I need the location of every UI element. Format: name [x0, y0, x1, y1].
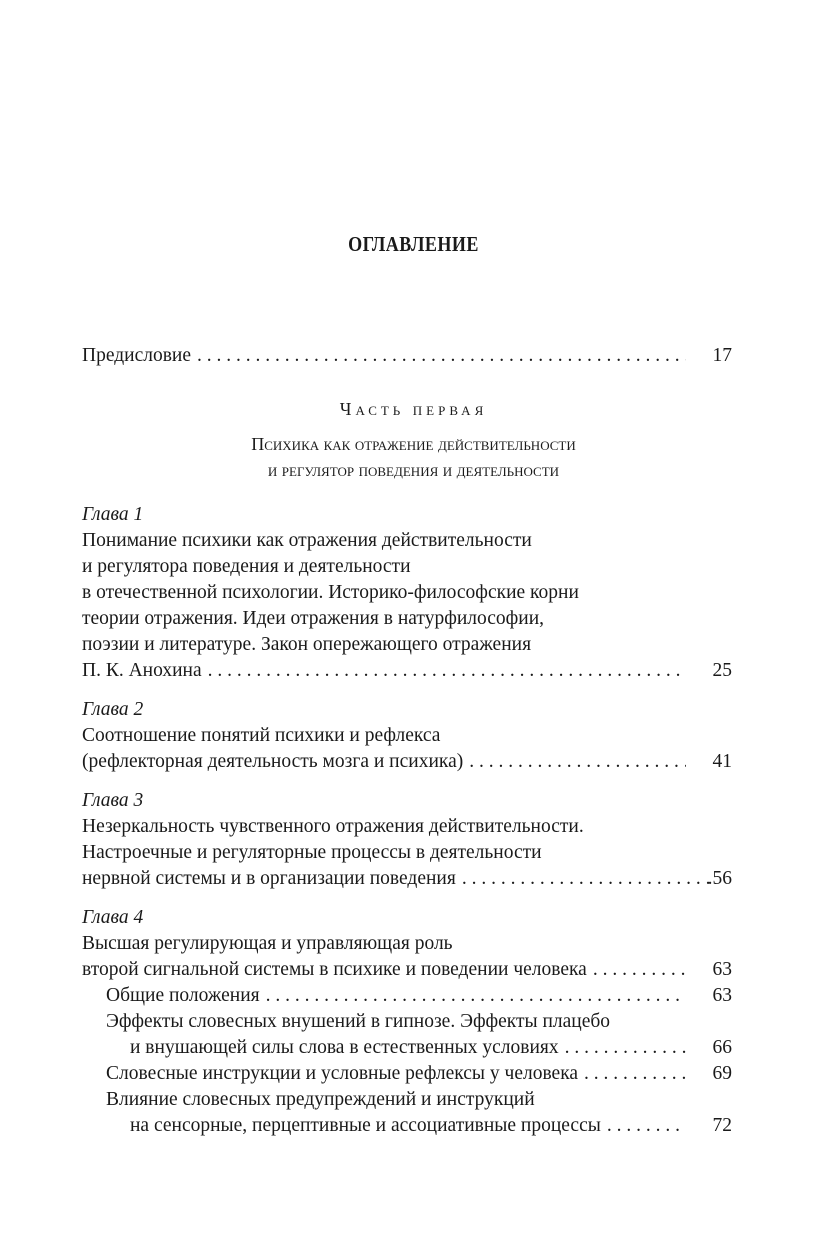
- part-heading: Часть первая: [339, 399, 488, 419]
- toc-entry-label: Предисловие: [82, 345, 192, 366]
- chapter-title-line: Настроечные и регуляторные процессы в деятельности: [82, 842, 542, 863]
- toc-entry-label: (рефлекторная деятельность мозга и психика): [82, 751, 464, 772]
- toc-entry-label: и внушающей силы слова в естественных условиях: [130, 1037, 559, 1058]
- toc-entry-label: нервной системы и в организации поведения: [82, 868, 456, 889]
- chapter-label: Глава 3: [82, 790, 144, 811]
- leader-dots: [565, 1035, 686, 1061]
- chapter-title-line: Высшая регулирующая и управляющая роль: [82, 933, 453, 954]
- section-title-line: Влияние словесных предупреждений и инструкций: [106, 1089, 535, 1110]
- toc-entry-preface[interactable]: [82, 343, 692, 369]
- page-title: ОГЛАВЛЕНИЕ: [348, 232, 479, 256]
- toc-entry-label: второй сигнальной системы в психике и поведении человека: [82, 959, 587, 980]
- toc-page-number: 17: [712, 345, 732, 366]
- section-title-line: Эффекты словесных внушений в гипнозе. Эффекты плацебо: [106, 1011, 611, 1032]
- chapter-label: Глава 4: [82, 907, 144, 928]
- chapter-title-line: в отечественной психологии. Историко-философские корни: [82, 582, 579, 603]
- toc-page-number: 69: [712, 1063, 732, 1084]
- toc-entry-chapter-2[interactable]: [82, 749, 692, 775]
- part-subtitle-line: и регулятор поведения и деятельности: [267, 460, 560, 480]
- toc-page-number: 25: [712, 660, 732, 681]
- leader-dots: [208, 658, 686, 684]
- part-subtitle-line: Психика как отражение действительности: [251, 434, 576, 454]
- leader-dots: [266, 983, 686, 1009]
- toc-entry-chapter-4[interactable]: [82, 957, 692, 983]
- toc-entry-label: Общие положения: [106, 985, 260, 1006]
- toc-page-number: 41: [712, 751, 732, 772]
- toc-entry-label: на сенсорные, перцептивные и ассоциативные процессы: [130, 1115, 601, 1136]
- chapter-label: Глава 1: [82, 504, 144, 525]
- chapter-title-line: Незеркальность чувственного отражения действительности.: [82, 816, 584, 837]
- toc-entry-section[interactable]: [130, 1113, 692, 1139]
- chapter-title-line: теории отражения. Идеи отражения в натурфилософии,: [82, 608, 545, 629]
- toc-entry-chapter-1[interactable]: [82, 658, 692, 684]
- toc-entry-section[interactable]: [106, 983, 692, 1009]
- leader-dots: [197, 343, 686, 369]
- chapter-title-line: и регулятора поведения и деятельности: [82, 556, 411, 577]
- toc-page-number: 63: [712, 959, 732, 980]
- toc-page-number: 66: [712, 1037, 732, 1058]
- chapter-label: Глава 2: [82, 699, 144, 720]
- toc-entry-section[interactable]: [106, 1061, 692, 1087]
- leader-dots: [469, 749, 686, 775]
- toc-page-number: 72: [712, 1115, 732, 1136]
- toc-page-number: 63: [712, 985, 732, 1006]
- leader-dots: [584, 1061, 686, 1087]
- chapter-title-line: Понимание психики как отражения действительности: [82, 530, 532, 551]
- toc-entry-label: Словесные инструкции и условные рефлексы у человека: [106, 1063, 579, 1084]
- toc-entry-chapter-3[interactable]: [82, 866, 710, 892]
- toc-entry-label: П. К. Анохина: [82, 660, 202, 681]
- toc-entry-section[interactable]: [130, 1035, 692, 1061]
- chapter-title-line: Соотношение понятий психики и рефлекса: [82, 725, 441, 746]
- toc-page-number: .56: [707, 868, 732, 889]
- chapter-title-line: поэзии и литературе. Закон опережающего отражения: [82, 634, 532, 655]
